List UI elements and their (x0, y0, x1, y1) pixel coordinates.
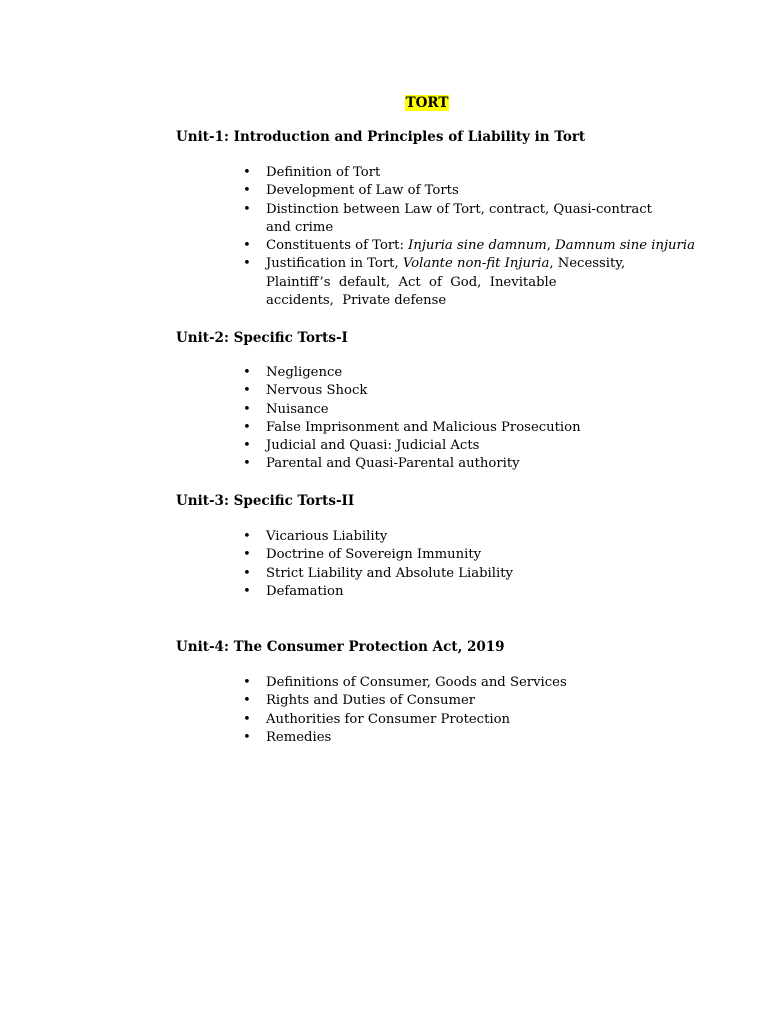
list-item: • Nervous Shock (266, 382, 686, 400)
unit-4-heading: Unit-4: The Consumer Protection Act, 2019 (176, 639, 505, 655)
list-item: • Definitions of Consumer, Goods and Services (266, 674, 686, 692)
list-item: • Judicial and Quasi: Judicial Acts (266, 437, 686, 455)
unit-3-heading: Unit-3: Specific Torts-II (176, 493, 355, 509)
list-item: • Development of Law of Torts (266, 182, 686, 200)
list-item: • Negligence (266, 364, 686, 382)
list-item: • Parental and Quasi-Parental authority (266, 455, 686, 473)
list-item: • Defamation (266, 583, 686, 601)
unit-2-heading: Unit-2: Specific Torts-I (176, 330, 348, 346)
unit-1-heading: Unit-1: Introduction and Principles of Liability in Tort (176, 129, 586, 145)
list-item: • Justification in Tort, Volante non-fit Injuria, Necessity, Plaintiff’s default, Act of God, Inevitable accidents, Private defense (266, 255, 686, 310)
list-item: • Nuisance (266, 401, 686, 419)
document-title (0, 94, 768, 112)
unit-3-list (266, 528, 686, 601)
unit-1-list (266, 164, 695, 310)
unit-4-list (266, 674, 686, 747)
list-item: • False Imprisonment and Malicious Prosecution (266, 419, 686, 437)
document-title-text: TORT (405, 95, 449, 111)
list-item: • Remedies (266, 729, 686, 747)
list-item: • Vicarious Liability (266, 528, 686, 546)
list-item: • Strict Liability and Absolute Liability (266, 565, 686, 583)
list-item: • Distinction between Law of Tort, contract, Quasi-contract and crime (266, 201, 666, 238)
list-item: • Constituents of Tort: Injuria sine damnum, Damnum sine injuria (266, 237, 686, 255)
unit-2-list (266, 364, 686, 474)
list-item: • Definition of Tort (266, 164, 686, 182)
list-item: • Authorities for Consumer Protection (266, 711, 686, 729)
list-item: • Rights and Duties of Consumer (266, 692, 686, 710)
list-item: • Doctrine of Sovereign Immunity (266, 546, 686, 564)
